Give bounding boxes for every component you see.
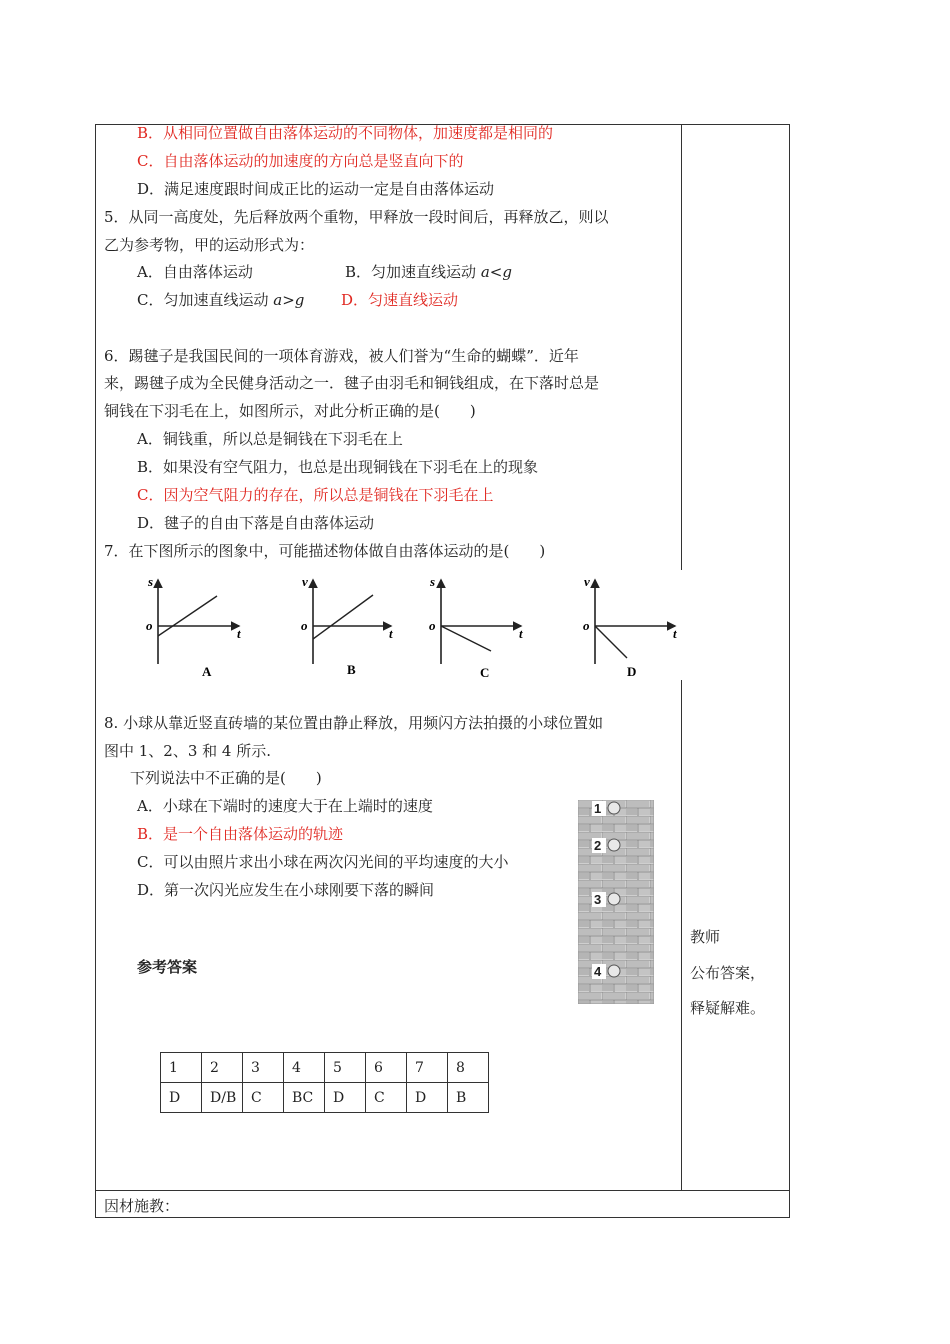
graph-b-label: B: [347, 662, 356, 677]
graph-c-ylabel: s: [430, 574, 436, 589]
q8-option-d: D．第一次闪光应发生在小球刚要下落的瞬间: [137, 881, 435, 899]
q7-stem: 7．在下图所示的图象中，可能描述物体做自由落体运动的是( ): [104, 542, 546, 560]
q8-option-a: A．小球在下端时的速度大于在上端时的速度: [137, 797, 433, 815]
q5-option-c: C．匀加速直线运动 a>g: [137, 291, 305, 309]
q6-option-c: C．因为空气阻力的存在，所以总是铜钱在下羽毛在上: [137, 486, 494, 504]
graph-b-origin: o: [301, 618, 308, 633]
answer-number: 3: [243, 1053, 284, 1083]
graph-d-ylabel: v: [584, 574, 590, 589]
q6-option-a: A．铜钱重，所以总是铜钱在下羽毛在上: [137, 430, 403, 448]
q6-stem-line1: 6．踢毽子是我国民间的一项体育游戏，被人们誉为“生命的蝴蝶”．近年: [104, 347, 579, 365]
q4-option-b: B．从相同位置做自由落体运动的不同物体，加速度都是相同的: [137, 124, 554, 142]
answer-value-row: [161, 1083, 489, 1113]
answer-value: BC: [284, 1083, 325, 1113]
ball-marker-3: [592, 892, 620, 907]
answer-value: D/B: [202, 1083, 243, 1113]
q8-stem-line1: 8. 小球从靠近竖直砖墙的某位置由静止释放，用频闪方法拍摄的小球位置如: [104, 714, 604, 732]
graph-b-xlabel: t: [389, 626, 393, 641]
graph-a-xlabel: t: [237, 626, 241, 641]
footer-label: 因材施教：: [104, 1197, 180, 1215]
ball-marker-1: [592, 801, 620, 816]
answer-number: 6: [366, 1053, 407, 1083]
q6-option-b: B．如果没有空气阻力，也总是出现铜钱在下羽毛在上的现象: [137, 458, 539, 476]
graph-d-xlabel: t: [673, 626, 677, 641]
graph-a-label: A: [202, 664, 212, 679]
answer-number: 7: [407, 1053, 448, 1083]
answer-number: 4: [284, 1053, 325, 1083]
q5-option-d: D．匀速直线运动: [341, 291, 459, 309]
ball-marker-4: [592, 964, 620, 979]
ball-marker-2: [592, 838, 620, 853]
graph-b: [301, 574, 393, 677]
q6-option-d: D．毽子的自由下落是自由落体运动: [137, 514, 375, 532]
q5-stem-line2: 乙为参考物，甲的运动形式为：: [104, 236, 315, 254]
graph-a-origin: o: [146, 618, 153, 633]
q8-stem-line2: 图中 1、2、3 和 4 所示.: [104, 742, 272, 760]
answer-value: C: [243, 1083, 284, 1113]
side-note-line3: 释疑解难。: [690, 999, 766, 1017]
q6-stem-line2: 来，踢毽子成为全民健身活动之一．毽子由羽毛和铜钱组成，在下落时总是: [104, 374, 600, 392]
answer-number-row: [161, 1053, 489, 1083]
strobe-brick-photo: [578, 800, 654, 1004]
footer-divider: [95, 1190, 790, 1191]
graph-c-label: C: [480, 665, 490, 680]
answer-value: D: [161, 1083, 202, 1113]
q8-option-c: C．可以由照片求出小球在两次闪光间的平均速度的大小: [137, 853, 509, 871]
graph-b-ylabel: v: [302, 574, 308, 589]
answer-number: 1: [161, 1053, 202, 1083]
answer-value: B: [448, 1083, 489, 1113]
q8-stem-line3: 下列说法中不正确的是( ): [130, 769, 322, 787]
graph-c-xlabel: t: [519, 626, 523, 641]
answer-number: 2: [202, 1053, 243, 1083]
svg-text:1: 1: [594, 801, 602, 816]
side-note-line2: 公布答案，: [690, 964, 766, 982]
answer-value: D: [325, 1083, 366, 1113]
graph-d: [583, 574, 677, 679]
graph-c-origin: o: [429, 618, 436, 633]
answer-number: 8: [448, 1053, 489, 1083]
q5-option-b: B．匀加速直线运动 a<g: [345, 263, 512, 281]
graph-c: [429, 574, 523, 680]
svg-text:4: 4: [594, 964, 602, 979]
graph-a-ylabel: s: [148, 574, 154, 589]
side-note-line1: 教师: [690, 928, 721, 946]
q5-stem-line1: 5．从同一高度处，先后释放两个重物，甲释放一段时间后，再释放乙，则以: [104, 208, 609, 226]
q4-option-d: D．满足速度跟时间成正比的运动一定是自由落体运动: [137, 180, 495, 198]
answer-table: [160, 1052, 489, 1113]
answers-heading: 参考答案: [137, 958, 198, 976]
graph-d-label: D: [627, 664, 637, 679]
q4-option-c: C．自由落体运动的加速度的方向总是竖直向下的: [137, 152, 464, 170]
q5-option-a: A．自由落体运动: [137, 263, 253, 281]
svg-text:3: 3: [594, 892, 602, 907]
q7-motion-graphs: [135, 568, 690, 686]
q8-option-b: B．是一个自由落体运动的轨迹: [137, 825, 344, 843]
answer-value: D: [407, 1083, 448, 1113]
graph-a: [146, 574, 241, 679]
q6-stem-line3: 铜钱在下羽毛在上，如图所示，对此分析正确的是( ): [104, 402, 476, 420]
answer-number: 5: [325, 1053, 366, 1083]
graph-d-origin: o: [583, 618, 590, 633]
svg-text:2: 2: [594, 838, 602, 853]
answer-value: C: [366, 1083, 407, 1113]
